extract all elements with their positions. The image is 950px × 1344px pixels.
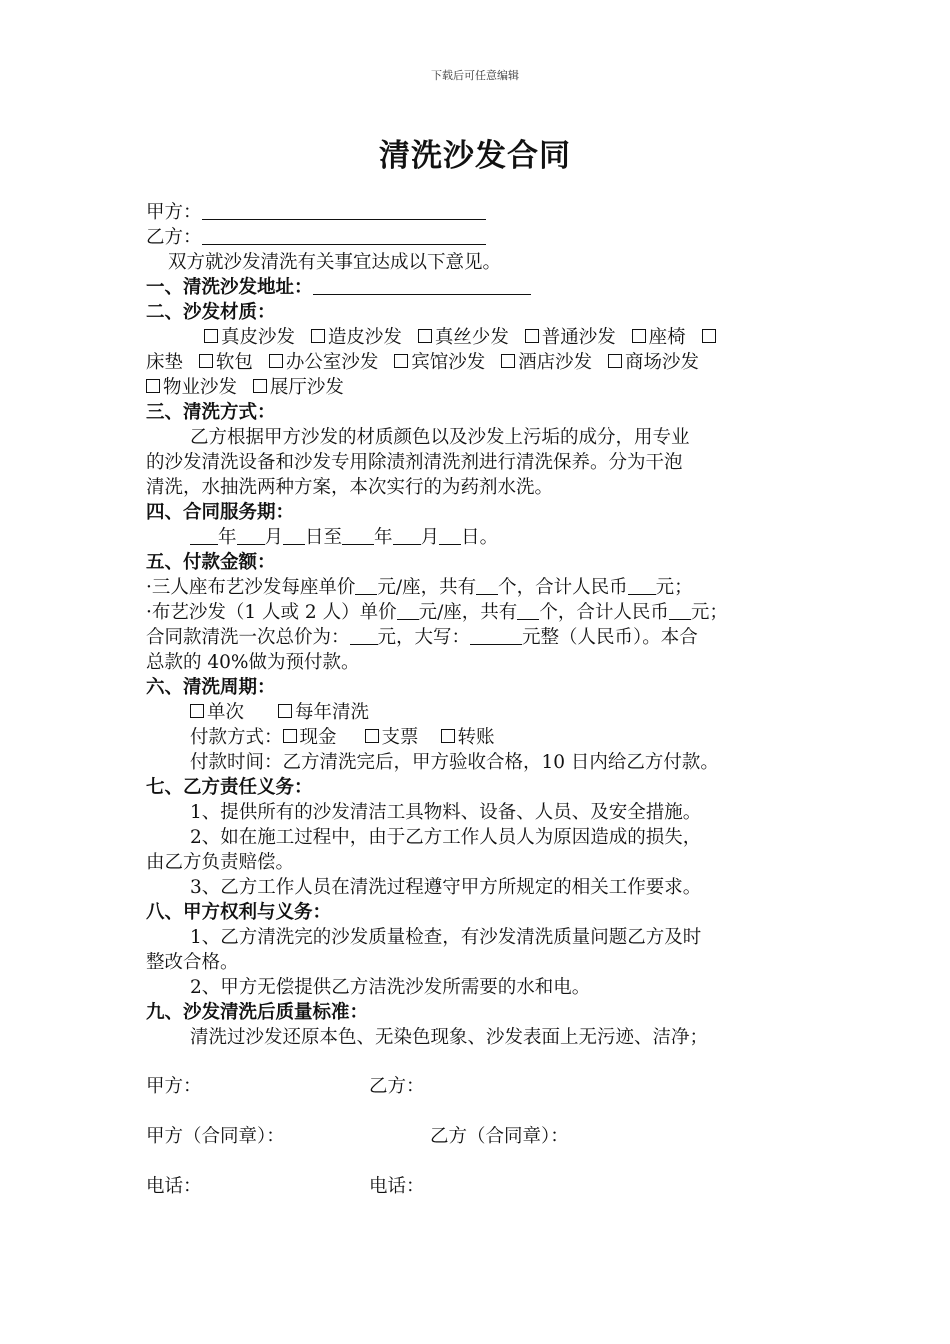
checkbox-icon[interactable] [365, 729, 379, 743]
phone-party-b: 电话： [369, 1176, 425, 1197]
count-blank [476, 576, 498, 595]
end-year-blank [342, 526, 374, 545]
end-month-blank [393, 526, 421, 545]
party-a-line [146, 200, 811, 225]
option-mall[interactable]: 商场沙发 [608, 352, 699, 373]
option-hotel[interactable]: 酒店沙发 [501, 352, 592, 373]
party-b-blank [202, 226, 486, 245]
service-period-line: 年 月 日至 年 月 日。 [146, 525, 811, 550]
price-blank [397, 601, 419, 620]
total-blank [669, 601, 691, 620]
option-regular[interactable]: 普通沙发 [525, 327, 616, 348]
section-2-heading: 二、沙发材质： [146, 302, 276, 323]
total-blank [628, 576, 656, 595]
checkbox-icon[interactable] [199, 354, 213, 368]
option-faux-leather[interactable]: 造皮沙发 [311, 327, 402, 348]
checkbox-icon[interactable] [253, 379, 267, 393]
checkbox-icon[interactable] [501, 354, 515, 368]
signature-party-b: 乙方： [369, 1076, 425, 1097]
material-row-3 [146, 375, 811, 400]
option-soft-pack[interactable]: 软包 [199, 352, 253, 373]
option-property[interactable]: 物业沙发 [146, 377, 237, 398]
document-title: 清洗沙发合同 [379, 138, 571, 174]
duty-item-2b: 由乙方负责赔偿。 [146, 852, 295, 873]
seal-party-b: 乙方（合同章）： [430, 1126, 569, 1147]
duty-item-2a: 2、如在施工过程中，由于乙方工作人员人为原因造成的损失， [190, 827, 702, 848]
count-blank [517, 601, 539, 620]
price-blank [355, 576, 377, 595]
option-silk[interactable]: 真丝少发 [418, 327, 509, 348]
option-single[interactable]: 单次 [190, 702, 244, 723]
section-1-heading: 一、清洗沙发地址： [146, 277, 313, 298]
option-transfer[interactable]: 转账 [441, 727, 495, 748]
material-row-2 [146, 350, 811, 375]
start-year-blank [190, 526, 218, 545]
option-showroom[interactable]: 展厅沙发 [253, 377, 344, 398]
checkbox-icon[interactable] [608, 354, 622, 368]
checkbox-icon[interactable] [269, 354, 283, 368]
pay-method-label: 付款方式： [190, 727, 283, 748]
party-b-line [146, 225, 811, 250]
option-yearly[interactable]: 每年清洗 [278, 702, 369, 723]
checkbox-icon[interactable] [146, 379, 160, 393]
address-blank [313, 276, 531, 295]
checkbox-icon[interactable] [278, 704, 292, 718]
section-8-heading: 八、甲方权利与义务： [146, 902, 332, 923]
header-note: 下载后可任意编辑 [431, 69, 519, 82]
checkbox-icon[interactable] [204, 329, 218, 343]
section-1 [146, 275, 811, 300]
checkbox-icon[interactable] [632, 329, 646, 343]
option-genuine-leather[interactable]: 真皮沙发 [204, 327, 295, 348]
right-item-2: 2、甲方无偿提供乙方洁洗沙发所需要的水和电。 [190, 977, 591, 998]
checkbox-icon[interactable] [190, 704, 204, 718]
method-line-3: 清洗，水抽洗两种方案，本次实行的为药剂水洗。 [146, 477, 554, 498]
party-a-blank [202, 201, 486, 220]
pay-time-line: 付款时间：乙方清洗完后，甲方验收合格，10 日内给乙方付款。 [190, 752, 719, 773]
section-6-heading: 六、清洗周期： [146, 677, 276, 698]
right-item-1b: 整改合格。 [146, 952, 239, 973]
start-month-blank [237, 526, 265, 545]
right-item-1a: 1、乙方清洗完的沙发质量检查，有沙发清洗质量问题乙方及时 [190, 927, 702, 948]
contract-body [146, 200, 811, 1050]
quality-standard-text: 清洗过沙发还原本色、无染色现象、沙发表面上无污迹、洁净； [190, 1027, 709, 1048]
section-4-heading: 四、合同服务期： [146, 502, 295, 523]
section-7-heading: 七、乙方责任义务： [146, 777, 313, 798]
option-cheque[interactable]: 支票 [365, 727, 419, 748]
party-a-label: 甲方： [146, 202, 202, 223]
pay-method-line [146, 725, 811, 750]
checkbox-icon[interactable] [525, 329, 539, 343]
checkbox-icon[interactable] [394, 354, 408, 368]
payment-row-4: 总款的 40%做为预付款。 [146, 652, 360, 673]
material-row-1 [146, 325, 811, 350]
option-mattress[interactable]: 床垫 [146, 352, 184, 373]
intro-text: 双方就沙发清洗有关事宜达成以下意见。 [168, 252, 502, 273]
amount-words-blank [470, 626, 522, 645]
option-guesthouse[interactable]: 宾馆沙发 [394, 352, 485, 373]
option-cash[interactable]: 现金 [283, 727, 337, 748]
checkbox-icon[interactable] [283, 729, 297, 743]
section-3-heading: 三、清洗方式： [146, 402, 276, 423]
duty-item-3: 3、乙方工作人员在清洗过程遵守甲方所规定的相关工作要求。 [190, 877, 702, 898]
seal-party-a: 甲方（合同章）： [146, 1126, 285, 1147]
party-b-label: 乙方： [146, 227, 202, 248]
payment-row-3: 合同款清洗一次总价为： 元，大写： 元整（人民币）。本合 [146, 627, 698, 648]
end-day-blank [439, 526, 461, 545]
method-line-1: 乙方根据甲方沙发的材质颜色以及沙发上污垢的成分，用专业 [190, 427, 690, 448]
checkbox-icon[interactable] [441, 729, 455, 743]
section-9-heading: 九、沙发清洗后质量标准： [146, 1002, 369, 1023]
checkbox-icon[interactable] [311, 329, 325, 343]
signature-party-a: 甲方： [146, 1076, 202, 1097]
phone-party-a: 电话： [146, 1176, 202, 1197]
start-day-blank [283, 526, 305, 545]
payment-row-2: ·布艺沙发（1 人或 2 人）单价 元/座，共有 个，合计人民币 元； [146, 602, 728, 623]
cycle-options [146, 700, 811, 725]
payment-row-1: ·三人座布艺沙发每座单价 元/座，共有 个，合计人民币 元； [146, 577, 693, 598]
method-line-2: 的沙发清洗设备和沙发专用除渍剂清洗剂进行清洗保养。分为干泡 [146, 452, 683, 473]
option-office[interactable]: 办公室沙发 [269, 352, 379, 373]
duty-item-1: 1、提供所有的沙发清洁工具物料、设备、人员、及安全措施。 [190, 802, 702, 823]
section-5-heading: 五、付款金额： [146, 552, 276, 573]
checkbox-icon[interactable] [702, 329, 716, 343]
checkbox-icon[interactable] [418, 329, 432, 343]
option-seat[interactable]: 座椅 [632, 327, 686, 348]
total-price-blank [350, 626, 378, 645]
